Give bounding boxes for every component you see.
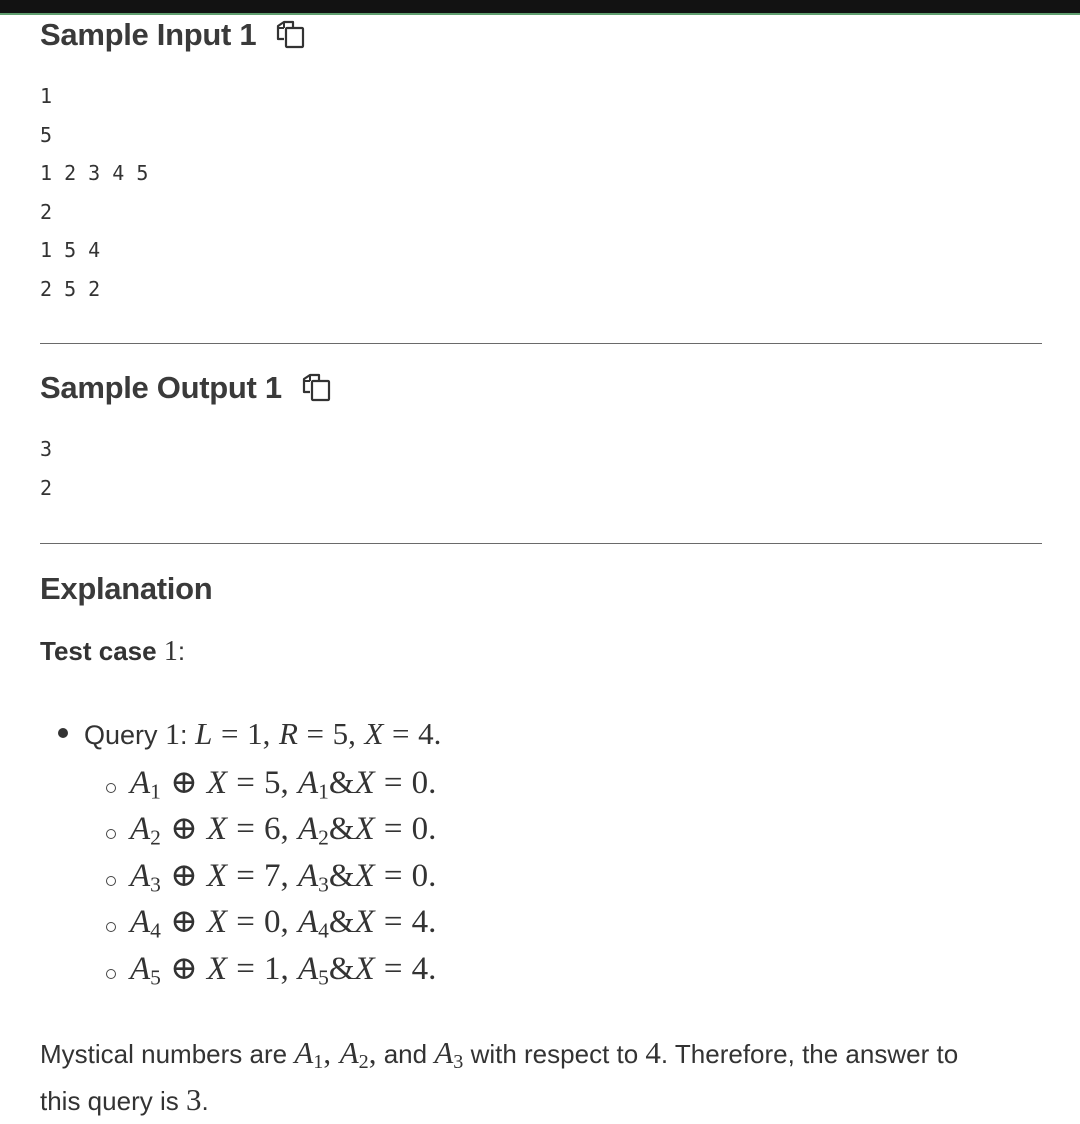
- item-and-value: 0: [411, 811, 429, 847]
- query-X-value: 4: [418, 716, 434, 751]
- item-index: 2: [150, 825, 161, 850]
- para-answer: 3: [185, 1082, 202, 1117]
- sample-output-heading: [40, 367, 334, 409]
- para-end: .: [201, 1086, 209, 1116]
- item-index: 5: [318, 965, 329, 990]
- window-top-bar: [0, 0, 1080, 13]
- item-index: 4: [150, 918, 161, 943]
- para-text-4: this query is: [40, 1086, 186, 1116]
- sample-input-line: 1: [40, 84, 53, 108]
- query-R-value: 5: [332, 716, 349, 751]
- item-index: 2: [318, 825, 329, 850]
- test-case-number: 1: [163, 636, 178, 667]
- item-index: 3: [318, 872, 329, 897]
- query-detail-item: $A_2$ ⊕ X = 6, $A_2\&X = 0$.: [130, 808, 437, 850]
- para-text-3: . Therefore, the answer to: [660, 1039, 959, 1069]
- query-line: Query 1: L = 1, R = 5, X = 4.: [84, 716, 442, 751]
- circle-bullet-icon: [106, 922, 116, 932]
- sample-output-block: [40, 430, 52, 507]
- item-xor-value: 1: [264, 951, 281, 987]
- query-detail-item: $A_1$ ⊕ X = 5, $A_1\&X = 0$.: [130, 762, 437, 804]
- query-detail-item: $A_5$ ⊕ X = 1, $A_5\&X = 4$.: [130, 948, 437, 990]
- para-number: 4: [645, 1035, 661, 1070]
- item-index: 5: [150, 965, 161, 990]
- test-case-text: Test case: [40, 636, 157, 666]
- item-xor-value: 0: [264, 904, 281, 940]
- query-L-value: 1: [247, 716, 263, 751]
- item-index: 1: [150, 779, 161, 804]
- query-detail-item: $A_3$ ⊕ X = 7, $A_3\&X = 0$.: [130, 855, 437, 897]
- sample-input-line: 1 2 3 4 5: [40, 161, 149, 185]
- item-and-value: 4: [411, 951, 429, 987]
- item-xor-value: 6: [264, 811, 281, 847]
- divider: [40, 543, 1042, 544]
- sample-input-line: 2 5 2: [40, 276, 101, 301]
- query-detail-item: $A_4$ ⊕ X = 0, $A_4\&X = 4$.: [130, 901, 437, 943]
- item-and-value: 4: [411, 904, 429, 940]
- item-and-value: 0: [411, 858, 429, 894]
- item-index: 1: [318, 779, 329, 804]
- sample-input-line: 2: [40, 199, 53, 224]
- query-math: L = 1, R = 5, X = 4.: [195, 716, 442, 751]
- sample-output-line: 2: [40, 475, 53, 500]
- item-and-value: 0: [411, 765, 429, 801]
- circle-bullet-icon: [106, 829, 116, 839]
- sample-output-line: 3: [40, 437, 53, 461]
- item-index: 3: [150, 872, 161, 897]
- sample-input-block: [40, 77, 148, 308]
- query-number: 1: [165, 718, 181, 751]
- copy-icon[interactable]: [274, 20, 308, 50]
- query-label: Query: [84, 720, 158, 750]
- explanation-title: Explanation: [40, 571, 213, 606]
- divider: [40, 343, 1042, 344]
- sample-output-title: Sample Output 1: [40, 370, 282, 405]
- bullet-icon: [58, 728, 68, 738]
- copy-icon[interactable]: [300, 373, 334, 403]
- explanation-heading: [40, 568, 212, 610]
- para-text-1: Mystical numbers are: [40, 1039, 295, 1069]
- circle-bullet-icon: [106, 783, 116, 793]
- circle-bullet-icon: [106, 969, 116, 979]
- sample-input-title: Sample Input 1: [40, 17, 257, 52]
- para-and: and: [383, 1039, 428, 1069]
- test-case-label: Test case 1:: [40, 636, 186, 667]
- circle-bullet-icon: [106, 876, 116, 886]
- explanation-paragraph: Mystical numbers are $A_1$, $A_2$, and $A_3$ with respect to 4. Therefore, the answer to this query is 3.: [40, 1035, 959, 1117]
- item-index: 4: [318, 918, 329, 943]
- item-xor-value: 5: [264, 765, 281, 801]
- sample-input-line: 5: [40, 122, 53, 147]
- para-text-2: with respect to: [463, 1039, 646, 1069]
- item-xor-value: 7: [264, 858, 281, 894]
- sample-input-line: 1 5 4: [40, 238, 101, 262]
- sample-input-heading: [40, 14, 308, 56]
